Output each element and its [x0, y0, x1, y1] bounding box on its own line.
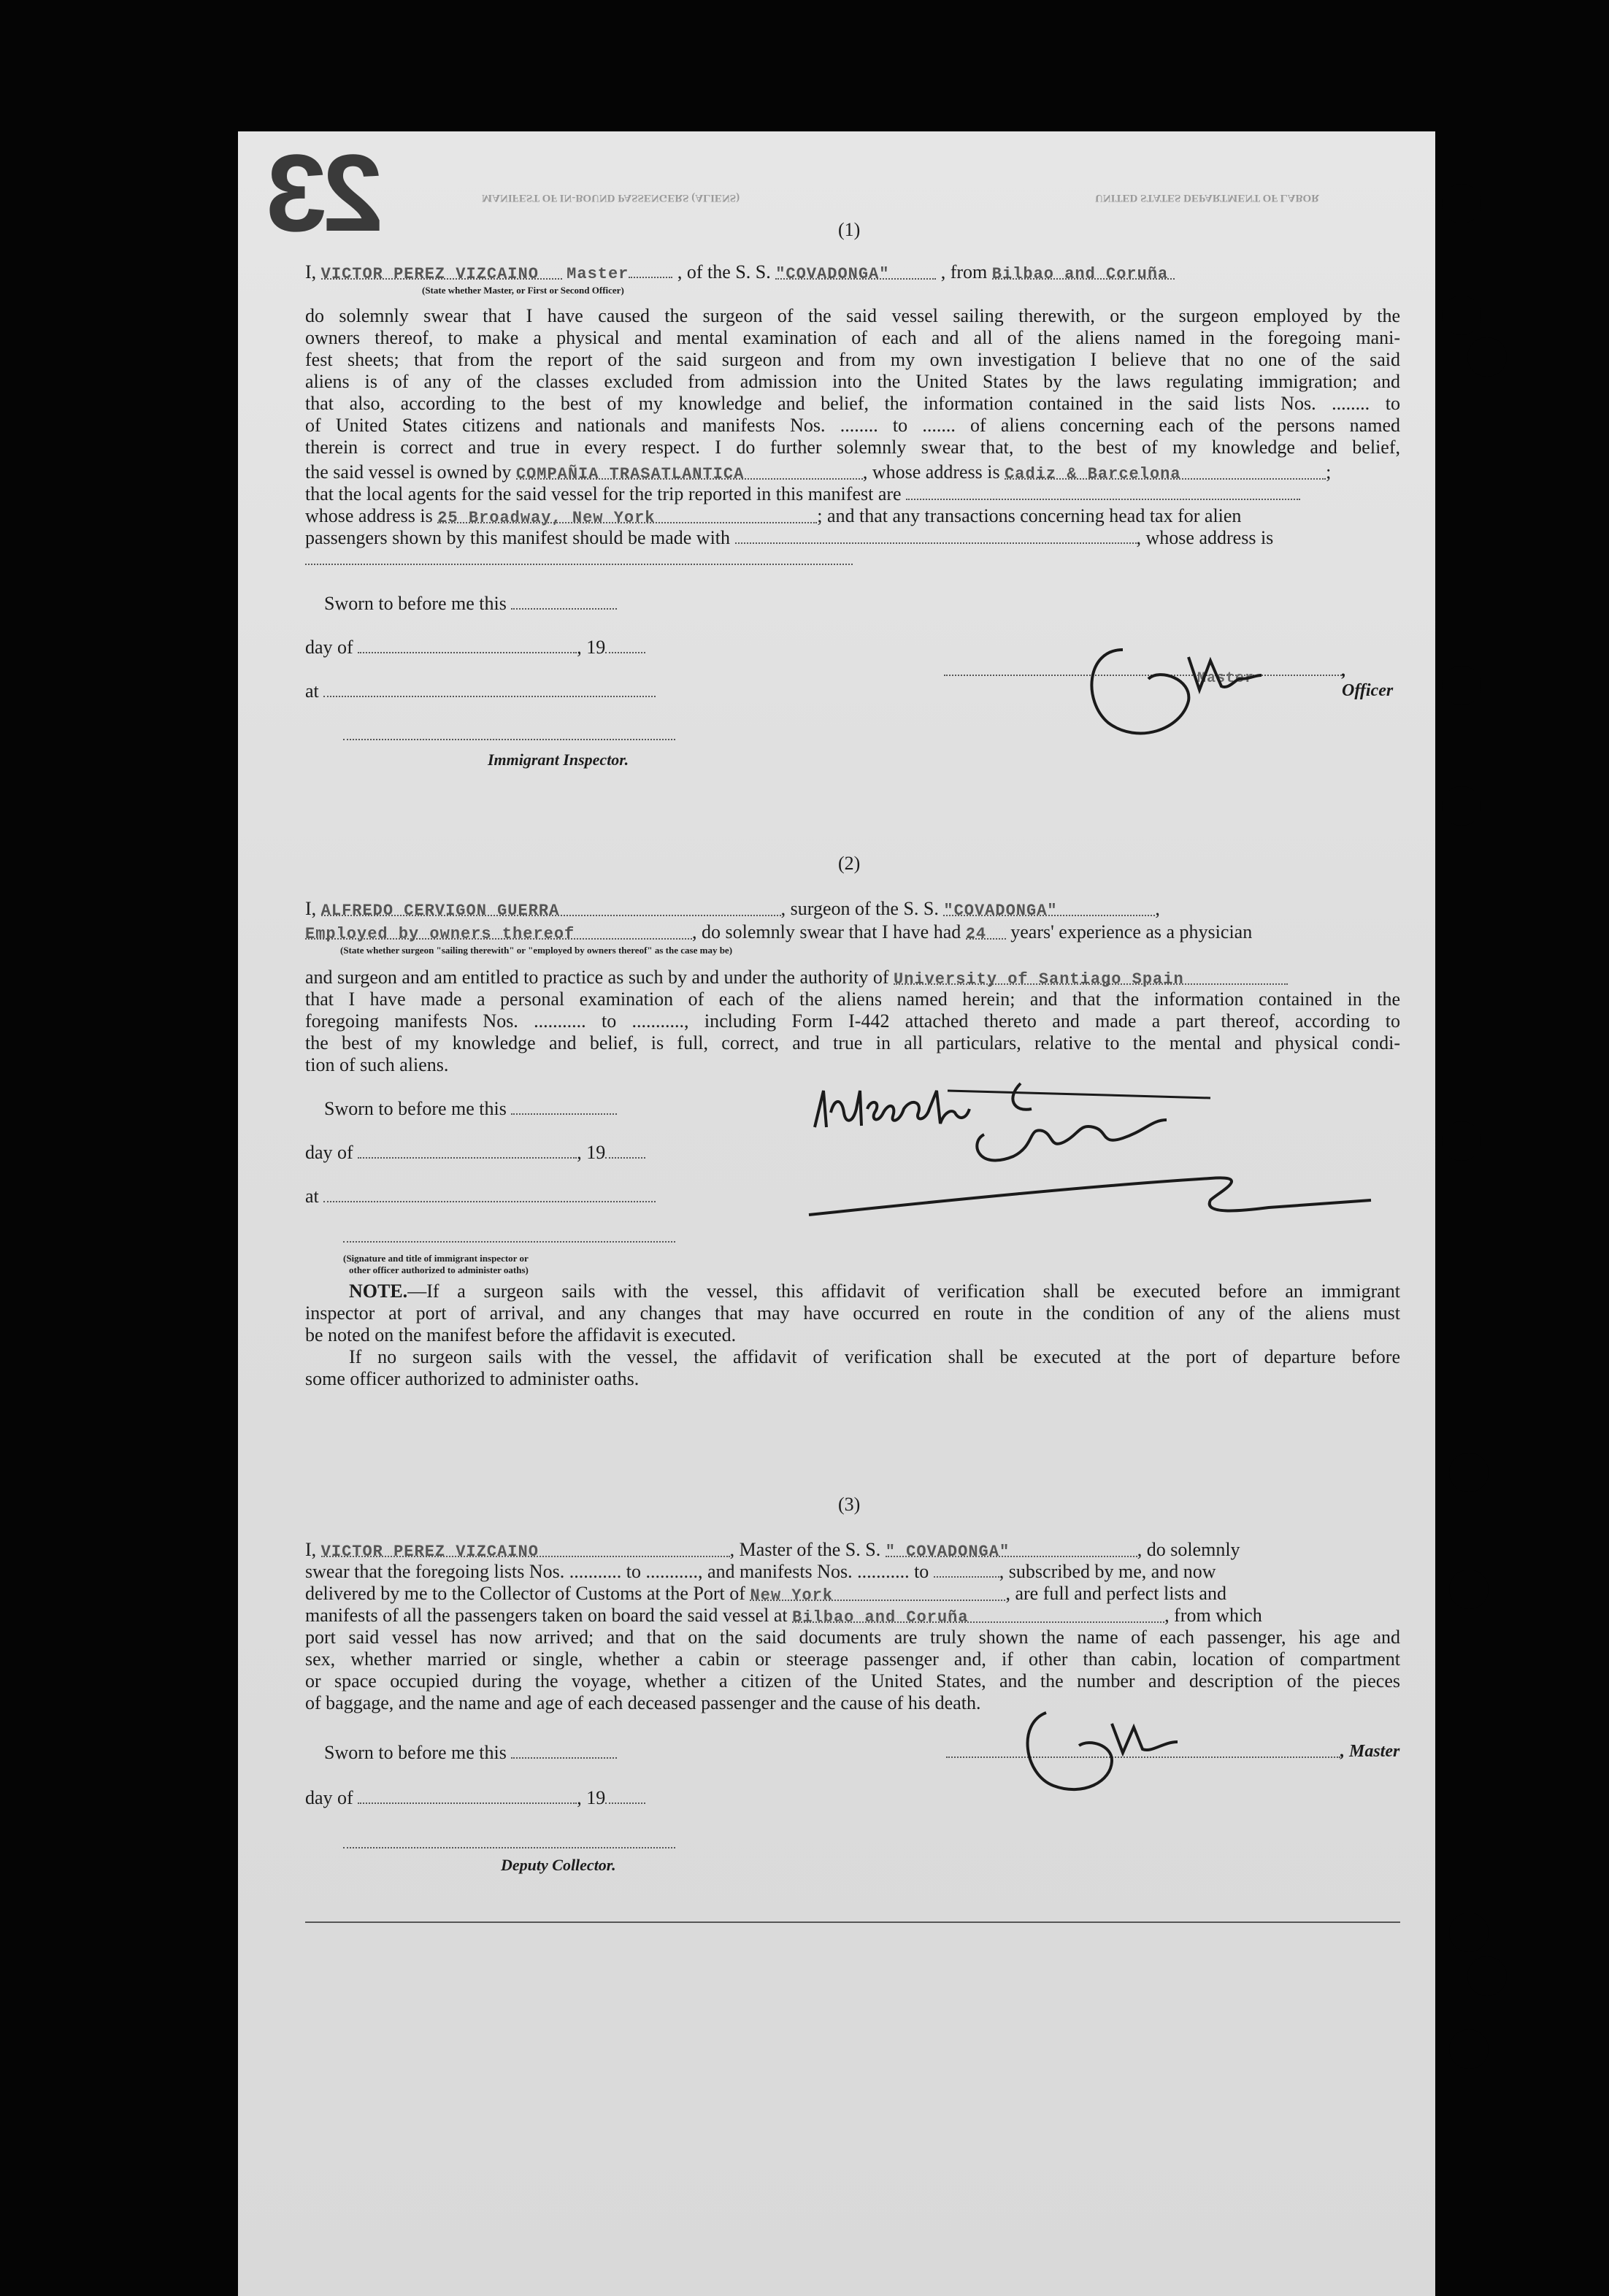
master-label: , Master — [1340, 1742, 1400, 1761]
bottom-rule — [305, 1921, 1400, 1923]
master-caption: (State whether Master, or First or Second Officer) — [422, 285, 624, 296]
port-field: New York — [750, 1585, 1005, 1601]
master-signature — [1017, 1702, 1185, 1797]
master-name-field: VICTOR PEREZ VIZCAINO — [321, 1541, 730, 1557]
sworn-line: Sworn to before me this — [324, 1098, 617, 1120]
officer-label: , Officer — [1342, 661, 1394, 700]
lists-line: swear that the foregoing lists Nos. ........... to ..........., and manifests Nos. ........... to , subscribed by me, and now — [305, 1561, 1216, 1582]
employment-line: Employed by owners thereof , do solemnly swear that I have had 24 years' experience as a physician — [305, 921, 1253, 943]
ship-name-field: "COVADONGA" — [775, 264, 936, 280]
oath-line: fest sheets; that from the report of the said surgeon and from my own investigation I believe that no one of the said — [305, 349, 1400, 370]
from-port-field: Bilbao and Coruña — [792, 1607, 1164, 1623]
head-tax-line: passengers shown by this manifest should be made with , whose address is — [305, 527, 1274, 548]
section-number: (2) — [838, 853, 861, 874]
oath-line: aliens is of any of the classes excluded from admission into the United States by the laws regulating immigration; and — [305, 371, 1400, 392]
day-line: day of , 19 — [305, 1787, 645, 1809]
oath-line: do solemnly swear that I have caused the surgeon of the said vessel sailing therewith, or the surgeon employed by the — [305, 305, 1400, 326]
section-number: (1) — [838, 219, 861, 240]
delivery-oath-body: port said vessel has now arrived; and that on the said documents are truly shown the name of each passenger, his age and sex, whether married or single, whether a cabin or steerage passenger and, if other than cabin, location of compartment or space occupied during the voyage, whether a citizen of the United States, and the number and description of the pieces — [305, 1627, 1400, 1692]
authority-line: and surgeon and am entitled to practice as such by and under the authority of University of Santiago Spain — [305, 967, 1288, 988]
surgeon-oath-body: that I have made a personal examination of each of the aliens named herein; and that the information contained in the foregoing manifests Nos. ........... to ..........., including Form I-442 attached thereto and made a part thereof, according to the best of my knowledge and belief, is full, correct, and true in all particulars, relative to the mental and physical condi- — [305, 988, 1400, 1053]
surgeon-caption: (State whether surgeon "sailing therewith" or "employed by owners thereof" as the case may be) — [340, 945, 733, 956]
inspector-caption: Immigrant Inspector. — [488, 750, 629, 769]
oath-line: therein is correct and true in every respect. I do further solemnly swear that, to the best of my knowledge and belief, — [305, 437, 1400, 458]
master-line: I, VICTOR PEREZ VIZCAINO , Master of the S. S. " COVADONGA" , do solemnly — [305, 1539, 1240, 1561]
ship-name-field: " COVADONGA" — [886, 1541, 1137, 1557]
punch-hole — [1467, 337, 1507, 377]
oath-last-line: tion of such aliens. — [305, 1054, 449, 1075]
section-number: (3) — [838, 1494, 861, 1515]
punch-hole — [1467, 1957, 1507, 1996]
punch-hole — [1442, 184, 1481, 223]
sworn-line: Sworn to before me this — [324, 1742, 617, 1764]
punch-hole — [1449, 1570, 1489, 1609]
oath-body — [305, 305, 1400, 458]
from-label: , from — [940, 261, 988, 283]
note2-last-line: some officer authorized to administer oaths. — [305, 1368, 640, 1389]
employment-field: Employed by owners thereof — [305, 924, 692, 940]
day-line: day of , 19 — [305, 1142, 645, 1164]
agents-line: that the local agents for the said vessel for the trip reported in this manifest are — [305, 483, 1300, 505]
page-number-stamp: 23 — [270, 131, 383, 254]
punch-hole — [1442, 666, 1481, 705]
oath-line: owners thereof, to make a physical and mental examination of each and all of the aliens named in the foregoing mani- — [305, 327, 1400, 348]
boarding-line: manifests of all the passengers taken on board the said vessel at Bilbao and Coruña , from which — [305, 1605, 1262, 1627]
sworn-line: Sworn to before me this — [324, 593, 617, 615]
oath-line: of United States citizens and nationals and manifests Nos. ........ to ....... of aliens concerning each of the persons named — [305, 415, 1400, 436]
owner-address-field: Cadiz & Barcelona — [1005, 464, 1326, 480]
oath-last-line: of baggage, and the name and age of each deceased passenger and the cause of his death. — [305, 1692, 981, 1713]
note-last-line: be noted on the manifest before the affidavit is executed. — [305, 1324, 737, 1345]
bleed-through-header: MANIFEST OF IN-BOUND PASSENGERS (ALIENS) — [482, 192, 740, 204]
punch-hole — [1442, 786, 1481, 826]
master-name-field: VICTOR PEREZ VIZCAINO — [321, 264, 562, 280]
agent-address-line: whose address is 25 Broadway, New York ; and that any transactions concerning head tax for alien — [305, 505, 1242, 527]
at-line: at — [305, 1186, 656, 1207]
years-field: 24 — [966, 924, 1006, 940]
punch-hole — [1449, 1913, 1489, 1952]
master-line — [305, 261, 1175, 285]
owner-field: COMPAÑIA TRASATLANTICA — [516, 464, 863, 480]
agent-address-field: 25 Broadway, New York — [437, 507, 817, 523]
port-line: delivered by me to the Collector of Customs at the Port of New York , are full and perfect lists and — [305, 1583, 1226, 1605]
of-ship-label: , of the S. S. — [677, 261, 771, 283]
at-line: at — [305, 680, 656, 702]
oath-line: that also, according to the best of my knowledge and belief, the information contained in the said lists Nos. ........ to — [305, 393, 1400, 414]
pronoun: I, — [305, 261, 317, 283]
bleed-through-header-right: UNITED STATES DEPARTMENT OF LABOR — [1095, 192, 1320, 204]
punch-hole — [1442, 296, 1481, 335]
signed-title: Master — [1197, 670, 1255, 687]
note-label: NOTE. — [349, 1281, 408, 1302]
from-port-field: Bilbao and Coruña — [992, 264, 1175, 280]
punch-hole — [1449, 1453, 1489, 1492]
owner-line: the said vessel is owned by COMPAÑIA TRASATLANTICA , whose address is Cadiz & Barcelona ; — [305, 461, 1332, 483]
note2-paragraph: If no surgeon sails with the vessel, the affidavit of verification shall be executed at the port of departure before — [349, 1346, 1400, 1367]
surgeon-name-field: ALFREDO CERVIGON GUERRA — [321, 900, 781, 916]
punch-hole — [1449, 2030, 1489, 2069]
authority-field: University of Santiago Spain — [894, 969, 1288, 985]
note-paragraph: NOTE.—If a surgeon sails with the vessel, this affidavit of verification shall be executed before an immigrant inspector at port of arrival, and any changes that may have occurred en route in the condition of any of the aliens must — [305, 1281, 1400, 1324]
master-signature — [1079, 635, 1269, 745]
ship-name-field: "COVADONGA" — [943, 900, 1155, 916]
surgeon-signature — [802, 1069, 1386, 1237]
punch-hole — [1442, 1121, 1481, 1161]
sig-caption: (Signature and title of immigrant inspector or — [343, 1253, 529, 1264]
sig-caption: other officer authorized to administer oaths) — [349, 1264, 529, 1275]
surgeon-line: I, ALFREDO CERVIGON GUERRA , surgeon of the S. S. "COVADONGA" , — [305, 898, 1160, 920]
day-line: day of , 19 — [305, 637, 645, 659]
deputy-caption: Deputy Collector. — [501, 1856, 616, 1874]
master-title: Master — [567, 265, 629, 283]
